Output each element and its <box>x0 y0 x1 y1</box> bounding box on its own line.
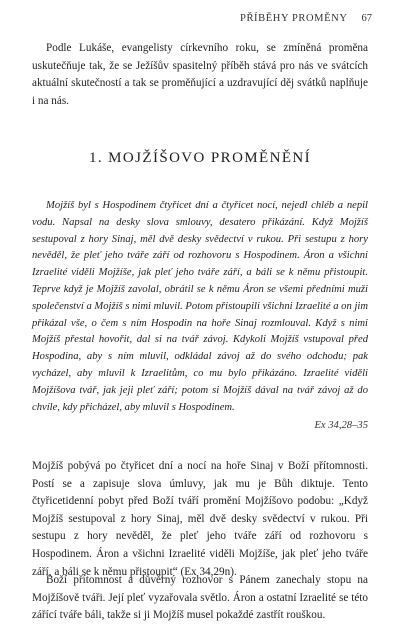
body-block-2 <box>32 572 368 625</box>
intro-block <box>32 40 368 110</box>
quote-citation: Ex 34,28–35 <box>314 420 368 431</box>
running-head-title: PŘÍBĚHY PROMĚNY <box>240 13 348 24</box>
intro-paragraph: Podle Lukáše, evangelisty církevního roku, se zmíněná proměna uskutečňuje tak, že se Ježíšův spasitelný příběh stává pro nás ve svátcích aktuální skutečností a tak se proměňující a uzdravující děj svátků naplňuje i na nás. <box>32 42 368 107</box>
page-number: 67 <box>361 13 372 24</box>
section-heading: 1. MOJŽÍŠOVO PROMĚNĚNÍ <box>88 150 312 166</box>
running-head <box>240 13 372 24</box>
body-block-1 <box>32 458 368 581</box>
body-paragraph-2: Boží přítomnost a důvěrný rozhovor s Pánem zanechaly stopu na Mojžíšově tváři. Její pleť vyzařovala světlo. Áron a ostatní Izraelité se této zářící tváře báli, takže si ji Mojžíš musel pokaždé zastřít rouškou. <box>32 574 368 622</box>
body-paragraph-1: Mojžíš pobývá po čtyřicet dní a nocí na hoře Sinaj v Boží přítomnosti. Postí se a zapisuje slova úmluvy, jak mu je Bůh diktuje. Tento čtyřicetidenní pobyt před Boží tváří promění Mojžíšovo podobu: „Když Mojžíš sestupoval z hory Sinaj, měl dvě desky svědectví v rukou. Při sestupu z hory nevěděl, že pleť jeho tváře září od rozhovoru s Hospodinem. Áron a všichni Izraelité viděli Mojžíše, jak pleť jeho tváře září, a báli se k němu přistoupit“ (Ex 34,29n). <box>32 460 368 578</box>
scripture-quote <box>32 198 368 416</box>
quote-paragraph: Mojžíš byl s Hospodinem čtyřicet dní a čtyřicet nocí, nejedl chléb a nepil vodu. Napsal na desky slova smlouvy, desatero přikázání. Když Mojžíš sestupoval z hory Sinaj, měl dvě desky svědectví v rukou. Při sestupu z hory nevěděl, že pleť jeho tváře září od rozhovoru s Hospodinem. Áron a všichni Izraelité viděli Mojžíše, jak pleť jeho tváře září, a báli se k němu přistoupit. Teprve když je Mojžíš zavolal, obrátil se k němu Áron se všemi předními muži společenství a Mojžíš s nimi mluvil. Potom přistoupili všichni Izraelité a on jim přikázal vše, o čem s ním Hospodin na hoře Sinaj rozmlouval. Když s nimi Mojžíš přestal hovořit, dal si na tvář závoj. Kdykoli Mojžíš vstupoval před Hospodina, aby s ním mluvil, odkládal závoj až do svého odchodu; pak vycházel, aby mluvil k Izraelitům, co mu bylo přikázáno. Izraelité viděli Mojžíšova tvář, jak jeji pleť září; potom si Mojžíš dával na tvář závoj až do chvíle, kdy přicházel, aby mluvil s Hospodinem. <box>32 200 368 413</box>
